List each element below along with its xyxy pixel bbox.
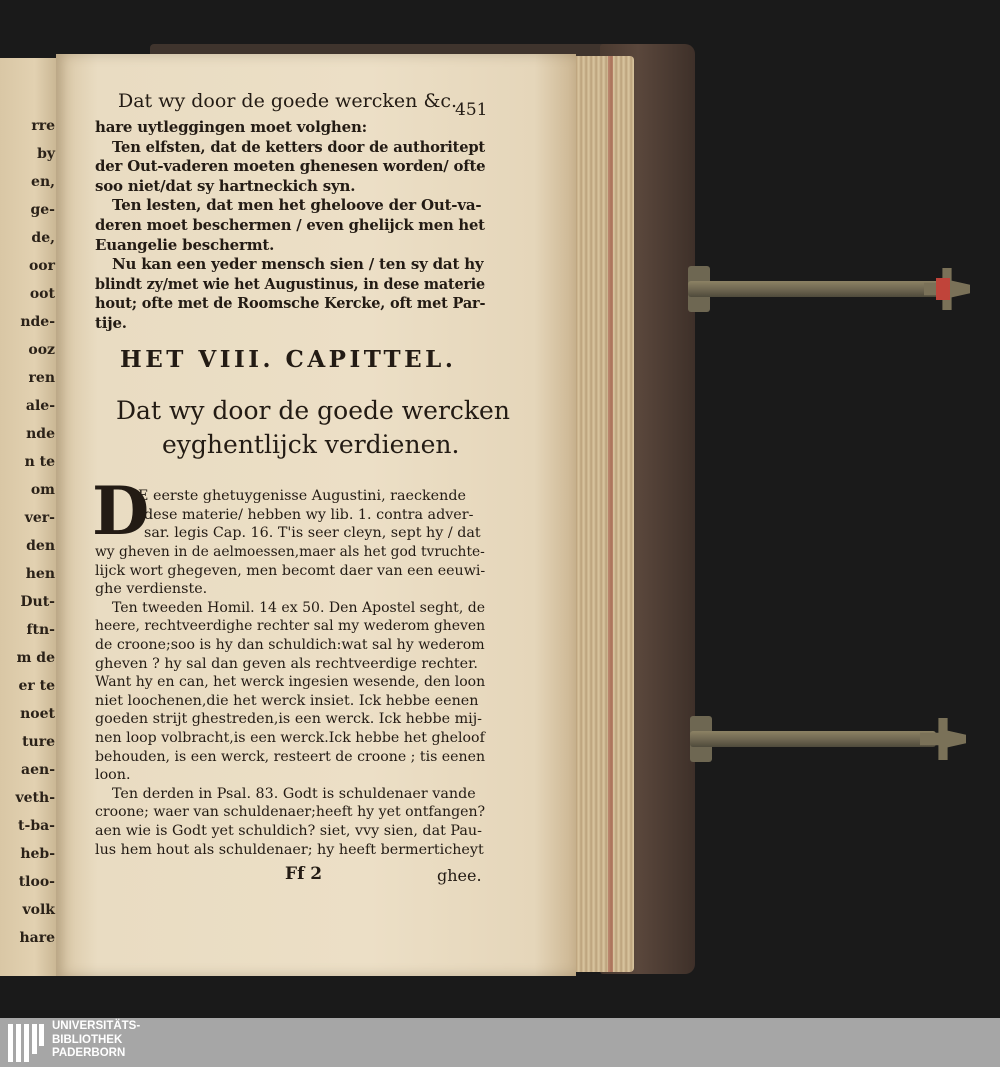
body-text-line: de croone;soo is hy dan schuldich:wat sal hy wederom <box>95 637 485 653</box>
top-text-line: der Out-vaderen moeten ghenesen worden/ ofte <box>95 157 486 176</box>
clasp-end <box>920 718 966 760</box>
chapter-subtitle-line-1: Dat wy door de goede wercken <box>116 396 510 425</box>
previous-page-fragment: rre <box>31 118 55 134</box>
catchword: ghee. <box>437 866 482 885</box>
clasp-strap <box>688 281 940 297</box>
top-text-line: Ten elfsten, dat de ketters door de authoritept <box>112 137 486 156</box>
library-logo-icon <box>8 1024 44 1062</box>
red-edge-stain <box>608 56 613 972</box>
previous-page-fragment: er te <box>18 678 55 694</box>
previous-page-edge <box>0 58 58 976</box>
body-text-line: gheven ? hy sal dan geven als rechtveerdige rechter. <box>95 655 478 672</box>
page-edge-stack <box>568 56 634 972</box>
previous-page-fragment: heb- <box>20 846 55 862</box>
previous-page-fragment: oot <box>29 286 55 302</box>
top-text-line: Ten lesten, dat men het gheloove der Out-va- <box>112 196 482 215</box>
body-text-line: ghe verdienste. <box>95 581 208 598</box>
top-text-line: tije. <box>95 314 127 332</box>
previous-page-fragment: ge- <box>30 202 55 218</box>
previous-page-fragment: ren <box>28 370 55 386</box>
previous-page-fragment: ftn- <box>26 622 55 638</box>
top-text-line: blindt zy/met wie het Augustinus, in dese materie <box>95 274 485 293</box>
previous-page-fragment: veth- <box>15 790 55 806</box>
body-text-line: Ten derden in Psal. 83. Godt is schuldenaer vande <box>112 785 476 802</box>
library-name: UNIVERSITÄTS- BIBLIOTHEK PADERBORN <box>52 1020 141 1059</box>
previous-page-fragment: nde <box>26 426 55 442</box>
previous-page-fragment: m de <box>16 650 55 666</box>
body-text-line: lijck wort ghegeven, men becomt daer van een eeuwi- <box>95 562 486 579</box>
body-text-line: behouden, is een werck, resteert de croone ; tis eenen <box>95 748 486 765</box>
body-text-line: nen loop volbracht,is een werck.Ick hebbe het gheloof <box>95 730 485 746</box>
body-text-line: E eerste ghetuygenisse Augustini, raeckende <box>138 488 466 504</box>
previous-page-fragment: oor <box>28 258 55 274</box>
drop-cap: D <box>92 472 150 550</box>
body-text-line: sar. legis Cap. 16. T'is seer cleyn, sept hy / dat <box>144 525 481 541</box>
top-text-line: Euangelie beschermt. <box>95 235 275 254</box>
previous-page-fragment: Dut- <box>20 594 55 610</box>
running-head: Dat wy door de goede wercken &c. <box>118 90 458 112</box>
previous-page-fragment: nde- <box>20 314 55 330</box>
body-text-line: wy gheven in de aelmoessen,maer als het god tvruchte- <box>95 544 485 560</box>
previous-page-fragment: hen <box>25 566 55 582</box>
chapter-title: HET VIII. CAPITTEL. <box>120 346 457 373</box>
clasp-red-mark <box>936 278 950 300</box>
body-text-line: lus hem hout als schuldenaer; hy heeft bermerticheyt <box>95 841 484 858</box>
previous-page-fragment: ooz <box>28 342 55 358</box>
previous-page-fragment: n te <box>24 454 55 470</box>
previous-page-fragment: de, <box>31 230 55 246</box>
previous-page-fragment: aen- <box>21 762 55 778</box>
body-text-line: croone; waer van schuldenaer;heeft hy yet ontfangen? <box>95 804 486 821</box>
top-text-line: Nu kan een yeder mensch sien / ten sy dat hy <box>112 255 484 274</box>
lower-clasp <box>690 716 966 762</box>
top-text-line: hare uytleggingen moet volghen: <box>95 118 367 136</box>
previous-page-fragment: om <box>30 482 55 498</box>
previous-page-fragment: ale- <box>25 398 55 414</box>
previous-page-fragment: en, <box>31 174 55 190</box>
previous-page-fragment: hare <box>19 930 55 946</box>
top-text-line: deren moet beschermen / even ghelijck men het <box>95 216 485 234</box>
body-text-line: loon. <box>95 767 131 784</box>
body-text-line: dese materie/ hebben wy lib. 1. contra adver- <box>144 506 474 523</box>
top-text-line: soo niet/dat sy hartneckich syn. <box>95 176 356 195</box>
library-footer <box>0 1018 1000 1067</box>
page-number: 451 <box>455 100 488 120</box>
previous-page-fragment: ture <box>22 734 55 750</box>
body-text-line: goeden strijt ghestreden,is een werck. Ick hebbe mij- <box>95 711 483 728</box>
clasp-strap <box>690 731 936 747</box>
body-text-line: Want hy en can, het werck ingesien wesende, den loon <box>95 674 486 691</box>
top-text-line: hout; ofte met de Roomsche Kercke, oft met Par- <box>95 294 486 313</box>
previous-page-fragment: volk <box>22 902 55 918</box>
body-text-line: Ten tweeden Homil. 14 ex 50. Den Apostel seght, de <box>112 599 486 616</box>
body-text-line: niet loochenen,die het werck insiet. Ick hebbe eenen <box>95 692 479 709</box>
previous-page-fragment: tloo- <box>18 874 55 890</box>
signature-mark: Ff 2 <box>285 864 323 884</box>
previous-page-fragment: den <box>26 538 55 554</box>
previous-page-fragment: noet <box>20 706 55 722</box>
previous-page-fragment: ver- <box>24 510 55 526</box>
upper-clasp <box>688 266 970 312</box>
previous-page-fragment: by <box>37 146 55 162</box>
previous-page-fragment: t-ba- <box>18 818 55 834</box>
body-text-line: heere, rechtveerdighe rechter sal my wederom gheven <box>95 618 486 635</box>
body-text-line: aen wie is Godt yet schuldich? siet, vvy sien, dat Pau- <box>95 823 482 839</box>
chapter-subtitle-line-2: eyghentlijck verdienen. <box>162 430 460 459</box>
